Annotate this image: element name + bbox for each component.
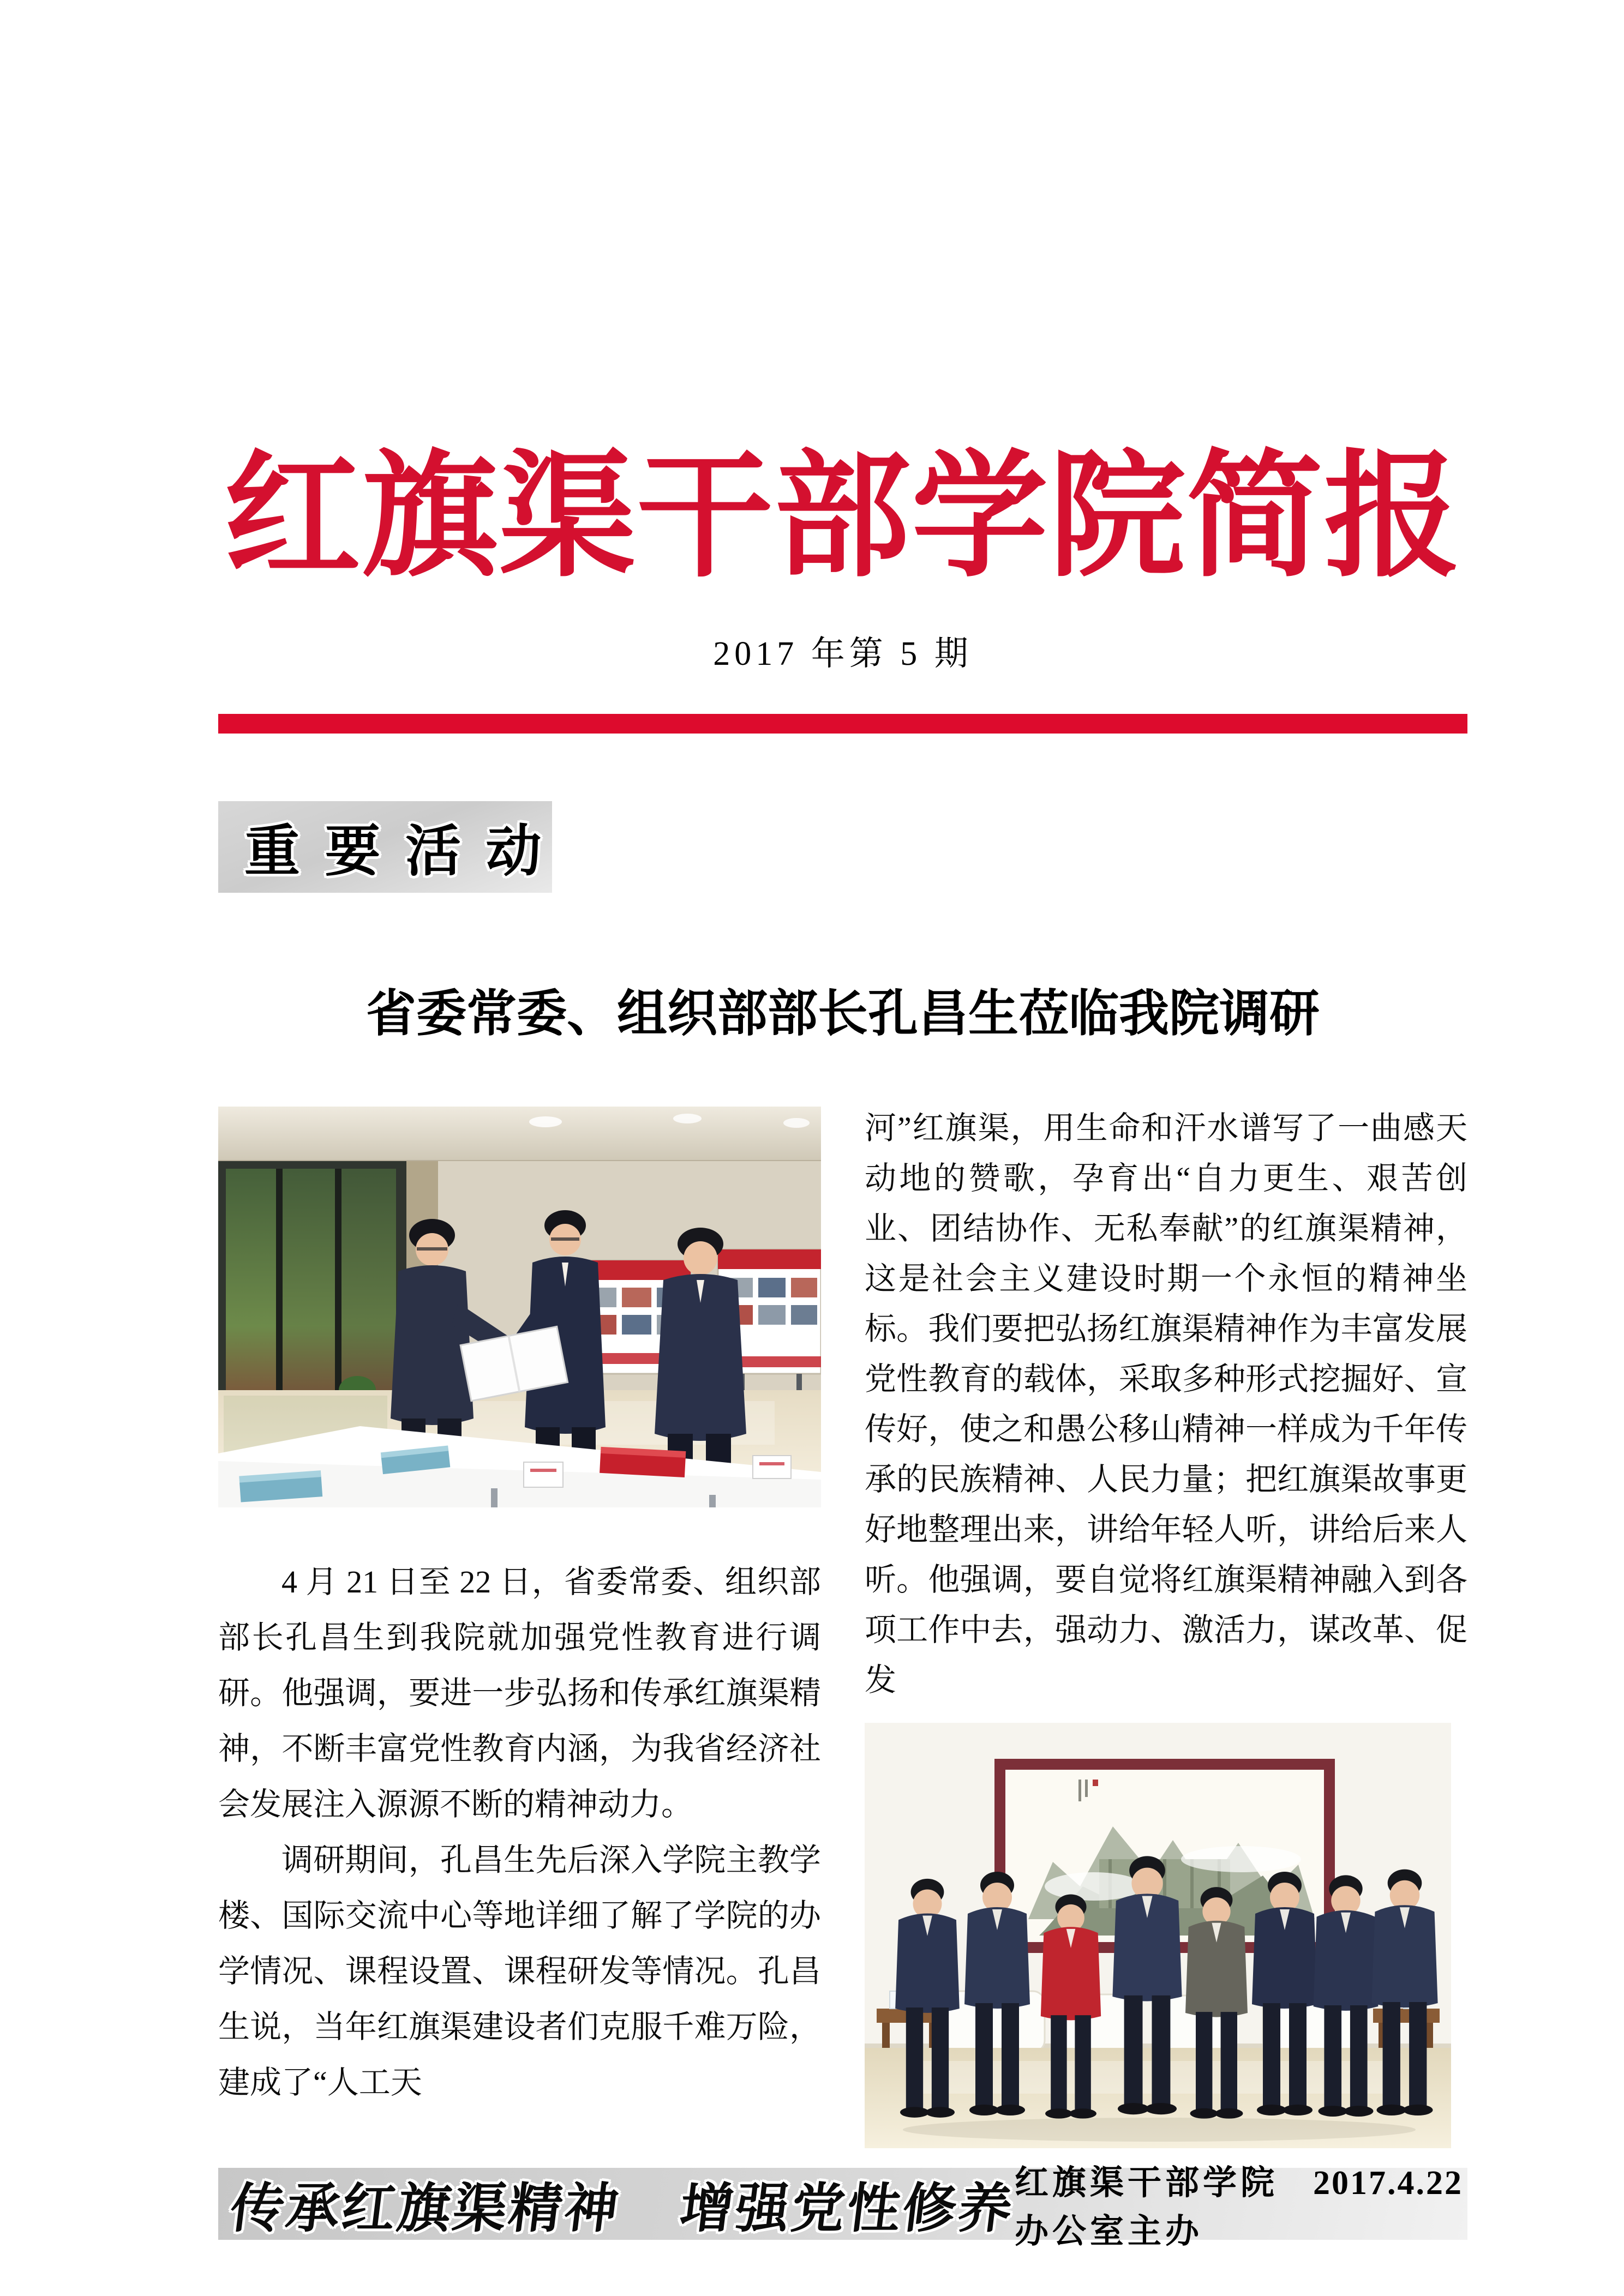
right-column	[865, 1107, 1467, 2148]
masthead	[218, 0, 1467, 675]
footer-publisher: 红旗渠干部学院办公室主办	[1015, 2165, 1279, 2250]
paragraph-1: 4 月 21 日至 22 日，省委常委、组织部部长孔昌生到我院就加强党性教育进行调研。他强调，要进一步弘扬和传承红旗渠精神，不断丰富党性教育内涵，为我省经济社会发展注入源源不断的精神动力。	[218, 1564, 821, 1822]
article-headline: 省委常委、组织部部长孔昌生莅临我院调研	[365, 986, 1320, 1042]
footer-publisher-block	[1015, 2155, 1463, 2252]
newsletter-title: 红旗渠干部学院简报	[224, 442, 1461, 593]
lobby-photo	[218, 1107, 821, 1507]
right-column-text	[865, 1103, 1467, 1705]
footer-bar	[218, 2165, 1467, 2250]
footer-date: 2017.4.22	[1313, 2165, 1463, 2202]
slogan-right: 增强党性修养	[676, 2179, 1018, 2239]
slogan-left: 传承红旗渠精神	[227, 2179, 624, 2239]
left-column-text	[218, 1554, 821, 2111]
section-header-box	[218, 801, 552, 893]
section-label: 重 要 活 动	[244, 821, 547, 883]
group-photo	[865, 1723, 1451, 2148]
page-content	[218, 0, 1467, 2250]
red-divider-rule	[218, 714, 1467, 734]
article-columns	[218, 1107, 1467, 2148]
left-column	[218, 1107, 821, 2111]
footer-slogan	[226, 2166, 1019, 2243]
paragraph-3: 河”红旗渠，用生命和汗水谱写了一曲感天动地的赞歌，孕育出“自力更生、艰苦创业、团结协作、无私奉献”的红旗渠精神，这是社会主义建设时期一个永恒的精神坐标。我们要把弘扬红旗渠精神作为丰富发展党性教育的载体，采取多种形式挖掘好、宣传好，使之和愚公移山精神一样成为千年传承的民族精神、人民力量；把红旗渠故事更好地整理出来，讲给年轻人听，讲给后来人听。他强调，要自觉将红旗渠精神融入到各项工作中去，强动力、激活力，谋改革、促发	[865, 1110, 1467, 1698]
issue-number: 2017 年第 5 期	[713, 635, 973, 672]
paragraph-2: 调研期间，孔昌生先后深入学院主教学楼、国际交流中心等地详细了解了学院的办学情况、课程设置、课程研发等情况。孔昌生说，当年红旗渠建设者们克服千难万险，建成了“人工天	[218, 1842, 821, 2100]
